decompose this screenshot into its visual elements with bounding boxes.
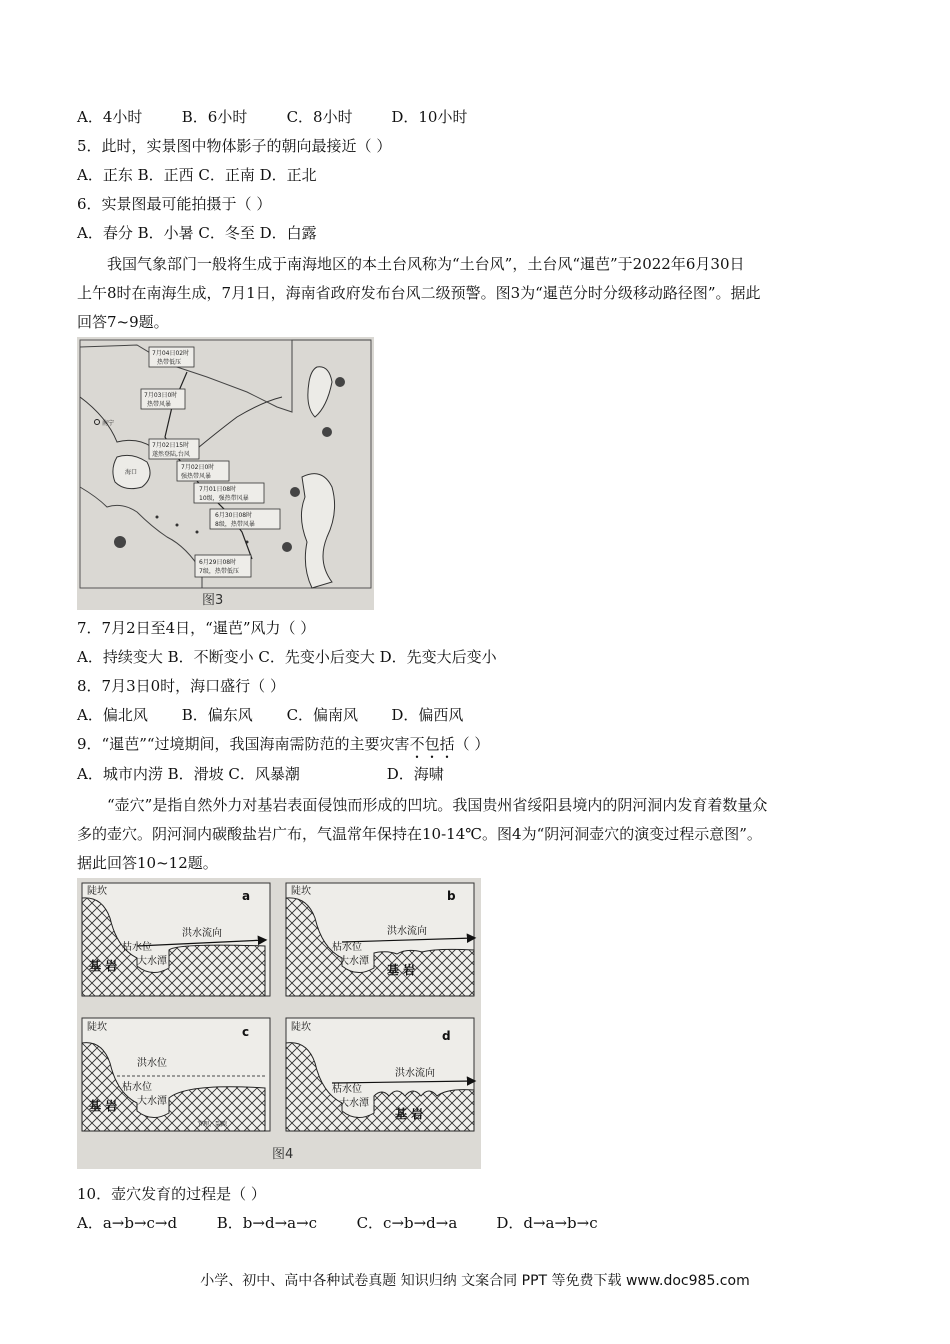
svg-text:陡坎: 陡坎	[291, 886, 311, 897]
footer-text[interactable]: 小学、初中、高中各种试卷真题 知识归纳 文案合同 PPT 等免费下载 www.doc985.com	[200, 1273, 750, 1289]
q4-option-b: B．6小时	[181, 108, 248, 126]
q9-stem-emphasis: 不包括	[409, 735, 455, 753]
svg-text:陡坎: 陡坎	[87, 886, 107, 897]
typhoon-symbol-icon	[114, 536, 126, 548]
q4-option-a: A．4小时	[77, 108, 143, 126]
q8-option-c: C．偏南风	[286, 706, 359, 724]
q8-option-a: A．偏北风	[77, 706, 148, 724]
label-nanning: 南宁	[102, 420, 115, 427]
passage-potholes-line1: “壶穴”是指自然外力对基岩表面侵蚀而形成的凹坑。我国贵州省绥阳县境内的阴河洞内发育着数量众	[107, 796, 768, 814]
panel-c	[82, 1018, 270, 1131]
figure-3-typhoon-map	[77, 337, 374, 610]
q10-option-b: B．b→d→a→c	[216, 1214, 318, 1232]
q9-stem	[77, 734, 489, 762]
path-box-6	[210, 509, 280, 529]
svg-text:节理、裂隙: 节理、裂隙	[197, 1121, 228, 1128]
svg-text:基 岩: 基 岩	[89, 1099, 118, 1113]
svg-text:7月04日02时: 7月04日02时	[152, 350, 190, 357]
panel-b	[286, 883, 474, 996]
panel-d-letter: d	[442, 1029, 451, 1043]
passage-potholes	[77, 791, 877, 878]
svg-text:大水潭: 大水潭	[339, 1098, 369, 1109]
q10-option-c: C．c→b→d→a	[356, 1214, 458, 1232]
q10-option-d: D．d→a→b→c	[496, 1214, 598, 1232]
path-box-5	[194, 483, 264, 503]
passage-potholes-line3: 据此回答10~12题。	[77, 854, 218, 872]
q9-stem-pre: 9．“暹芭”“过境期间，我国海南需防范的主要灾害	[77, 735, 410, 753]
q7-options: A．持续变大 B．不断变小 C．先变小后变大 D．先变大后变小	[77, 648, 497, 666]
svg-text:枯水位: 枯水位	[332, 942, 362, 953]
svg-text:7月02日15时: 7月02日15时	[152, 442, 190, 449]
svg-text:洪水流向: 洪水流向	[387, 926, 427, 937]
q4-options	[77, 107, 467, 127]
path-box-2	[141, 389, 185, 409]
svg-text:遂然登陆,台风: 遂然登陆,台风	[152, 451, 190, 458]
svg-text:7月03日0时: 7月03日0时	[144, 392, 178, 399]
panel-a	[82, 883, 270, 996]
svg-text:基 岩: 基 岩	[89, 959, 118, 973]
svg-text:8级，热带风暴: 8级，热带风暴	[215, 521, 255, 528]
figure-3-caption: 图3	[202, 593, 224, 608]
panel-c-letter: c	[242, 1025, 250, 1039]
svg-text:洪水流向: 洪水流向	[182, 928, 222, 939]
q6-options: A．春分 B．小暑 C．冬至 D．白露	[77, 224, 317, 242]
passage-potholes-line2: 多的壶穴。阴河洞内碳酸盐岩广布，气温常年保持在10-14℃。图4为“阴河洞壶穴的演变过程示意图”。	[77, 825, 762, 843]
q9-option-d: D．海啸	[386, 765, 444, 783]
passage-typhoon-line3: 回答7~9题。	[77, 313, 169, 331]
q4-option-c: C．8小时	[286, 108, 353, 126]
svg-text:大水潭: 大水潭	[339, 956, 369, 967]
q8-option-b: B．偏东风	[181, 706, 253, 724]
svg-text:枯水位: 枯水位	[332, 1084, 362, 1095]
q8-stem: 8．7月3日0时，海口盛行（ ）	[77, 677, 285, 695]
typhoon-map-svg	[77, 337, 374, 610]
q5-stem: 5．此时，实景图中物体影子的朝向最接近（ ）	[77, 137, 392, 155]
svg-text:陡坎: 陡坎	[87, 1022, 107, 1033]
svg-text:基 岩: 基 岩	[387, 963, 416, 977]
typhoon-symbol-icon	[322, 427, 332, 437]
svg-text:基 岩: 基 岩	[395, 1107, 424, 1121]
q8-options	[77, 705, 463, 725]
figure-4-caption: 图4	[272, 1147, 294, 1162]
q4-option-d: D．10小时	[391, 108, 468, 126]
q8-option-d: D．偏西风	[391, 706, 464, 724]
q10-stem: 10．壶穴发育的过程是（ ）	[77, 1185, 266, 1203]
typhoon-symbol-icon	[335, 377, 345, 387]
q10-option-a: A．a→b→c→d	[77, 1214, 178, 1232]
svg-text:6月29日08时: 6月29日08时	[199, 559, 237, 566]
svg-text:10级，强热带风暴: 10级，强热带风暴	[199, 495, 249, 502]
q9-stem-post: （ ）	[454, 735, 490, 753]
path-box-4	[177, 461, 229, 481]
svg-text:7月02日0时: 7月02日0时	[181, 464, 215, 471]
svg-text:陡坎: 陡坎	[291, 1022, 311, 1033]
passage-typhoon	[77, 250, 877, 337]
q10-options	[77, 1213, 598, 1233]
svg-text:枯水位: 枯水位	[122, 1082, 152, 1093]
passage-typhoon-line1: 我国气象部门一般将生成于南海地区的本土台风称为“土台风”，土台风“暹芭”于2022年6月30日	[107, 255, 745, 273]
svg-text:6月30日08时: 6月30日08时	[215, 512, 253, 519]
passage-typhoon-line2: 上午8时在南海生成，7月1日，海南省政府发布台风二级预警。图3为“暹芭分时分级移动路径图”。据此	[77, 284, 761, 302]
q6-stem: 6．实景图最可能拍摄于（ ）	[77, 195, 272, 213]
panel-a-letter: a	[242, 889, 251, 903]
label-haikou: 海口	[125, 469, 138, 476]
path-box-7	[195, 555, 251, 577]
svg-text:枯水位: 枯水位	[122, 942, 152, 953]
svg-text:大水潭: 大水潭	[137, 1096, 167, 1107]
q5-options: A．正东 B．正西 C．正南 D．正北	[77, 166, 317, 184]
svg-text:热带风暴: 热带风暴	[147, 401, 172, 408]
path-box-3	[149, 439, 199, 459]
q9-option-abc: A．城市内涝 B．滑坡 C．风暴潮	[77, 765, 300, 783]
svg-text:洪水位: 洪水位	[137, 1058, 167, 1069]
svg-text:大水潭: 大水潭	[137, 956, 167, 967]
q9-options	[77, 764, 444, 784]
typhoon-symbol-icon	[282, 542, 292, 552]
svg-text:热带低压: 热带低压	[157, 359, 182, 366]
svg-text:强热带风暴: 强热带风暴	[181, 473, 212, 480]
path-box-1	[149, 347, 194, 367]
panel-d	[286, 1018, 474, 1131]
panel-b-letter: b	[447, 889, 456, 903]
q7-stem: 7．7月2日至4日，“暹芭”风力（ ）	[77, 619, 316, 637]
pothole-diagram-svg	[77, 878, 481, 1169]
figure-4-pothole-diagram	[77, 878, 481, 1169]
svg-text:7月01日08时: 7月01日08时	[199, 486, 237, 493]
svg-text:洪水流向: 洪水流向	[395, 1068, 435, 1079]
svg-text:7级，热带低压: 7级，热带低压	[199, 568, 239, 575]
typhoon-symbol-icon	[290, 487, 300, 497]
